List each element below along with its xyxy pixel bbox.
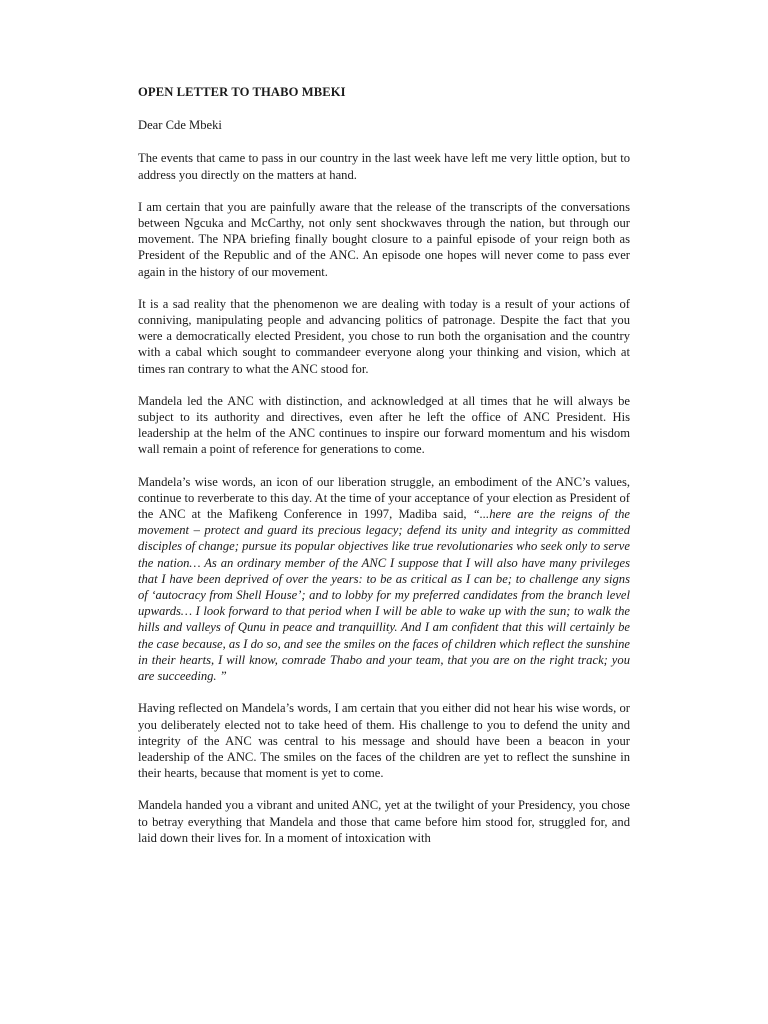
- paragraph-4: Mandela led the ANC with distinction, and acknowledged at all times that he will always be subject to its authority and directives, even after he left the office of ANC President. His leadership at the helm of the ANC continues to inspire our forward momentum and his wisdom wall remain a point of reference for generations to come.: [138, 393, 630, 457]
- paragraph-3: It is a sad reality that the phenomenon we are dealing with today is a result of your actions of conniving, manipulating people and advancing politics of patronage. Despite the fact that you were a democratically elected President, you chose to run both the organisation and the country with a cabal which sought to commandeer everyone along your thinking and vision, which at times ran contrary to what the ANC stood for.: [138, 296, 630, 376]
- mandela-quote: “...here are the reigns of the movement – protect and guard its precious legacy; defend its unity and integrity as committed disciples of change; pursue its popular objectives like true revolutionaries who seek only to serve the nation… As an ordinary member of the ANC I suppose that I will also have many privileges that I have been deprived of over the years: to be as critical as I can be; to challenge any signs of ‘autocracy from Shell House’; and to lobby for my preferred candidates from the branch level upwards… I look forward to that period when I will be able to wake up with the sun; to walk the hills and valleys of Qunu in peace and tranquillity. And I am confident that this will certainly be the case because, as I do so, and see the smiles on the faces of children which reflect the sunshine in their hearts, I will know, comrade Thabo and your team, that you are on the right track; you are succeeding. ”: [138, 507, 630, 684]
- paragraph-5: [138, 474, 630, 685]
- letter-salutation: Dear Cde Mbeki: [138, 118, 222, 133]
- paragraph-5-intro: Mandela’s wise words, an icon of our liberation struggle, an embodiment of the ANC’s values, continue to reverberate to this day. At the time of your acceptance of your election as President of the ANC at the Mafikeng Conference in 1997, Madiba said,: [138, 474, 630, 522]
- letter-title: OPEN LETTER TO THABO MBEKI: [138, 85, 346, 99]
- letter-body: [138, 84, 630, 862]
- paragraph-1: The events that came to pass in our country in the last week have left me very little option, but to address you directly on the matters at hand.: [138, 151, 630, 182]
- paragraph-7: Mandela handed you a vibrant and united ANC, yet at the twilight of your Presidency, you chose to betray everything that Mandela and those that came before him stood for, struggled for, and laid down their lives for. In a moment of intoxication with: [138, 798, 630, 845]
- paragraph-6: Having reflected on Mandela’s words, I am certain that you either did not hear his wise words, or you deliberately elected not to take heed of them. His challenge to you to defend the unity and integrity of the ANC was central to his message and should have been a beacon in your leadership of the ANC. The smiles on the faces of the children are yet to reflect the sunshine in their hearts, because that moment is yet to come.: [138, 701, 630, 781]
- paragraph-2: I am certain that you are painfully aware that the release of the transcripts of the conversations between Ngcuka and McCarthy, not only sent shockwaves through the nation, but through our movement. The NPA briefing finally bought closure to a painful episode of your reign both as President of the Republic and of the ANC. An episode one hopes will never come to pass ever again in the history of our movement.: [138, 199, 630, 279]
